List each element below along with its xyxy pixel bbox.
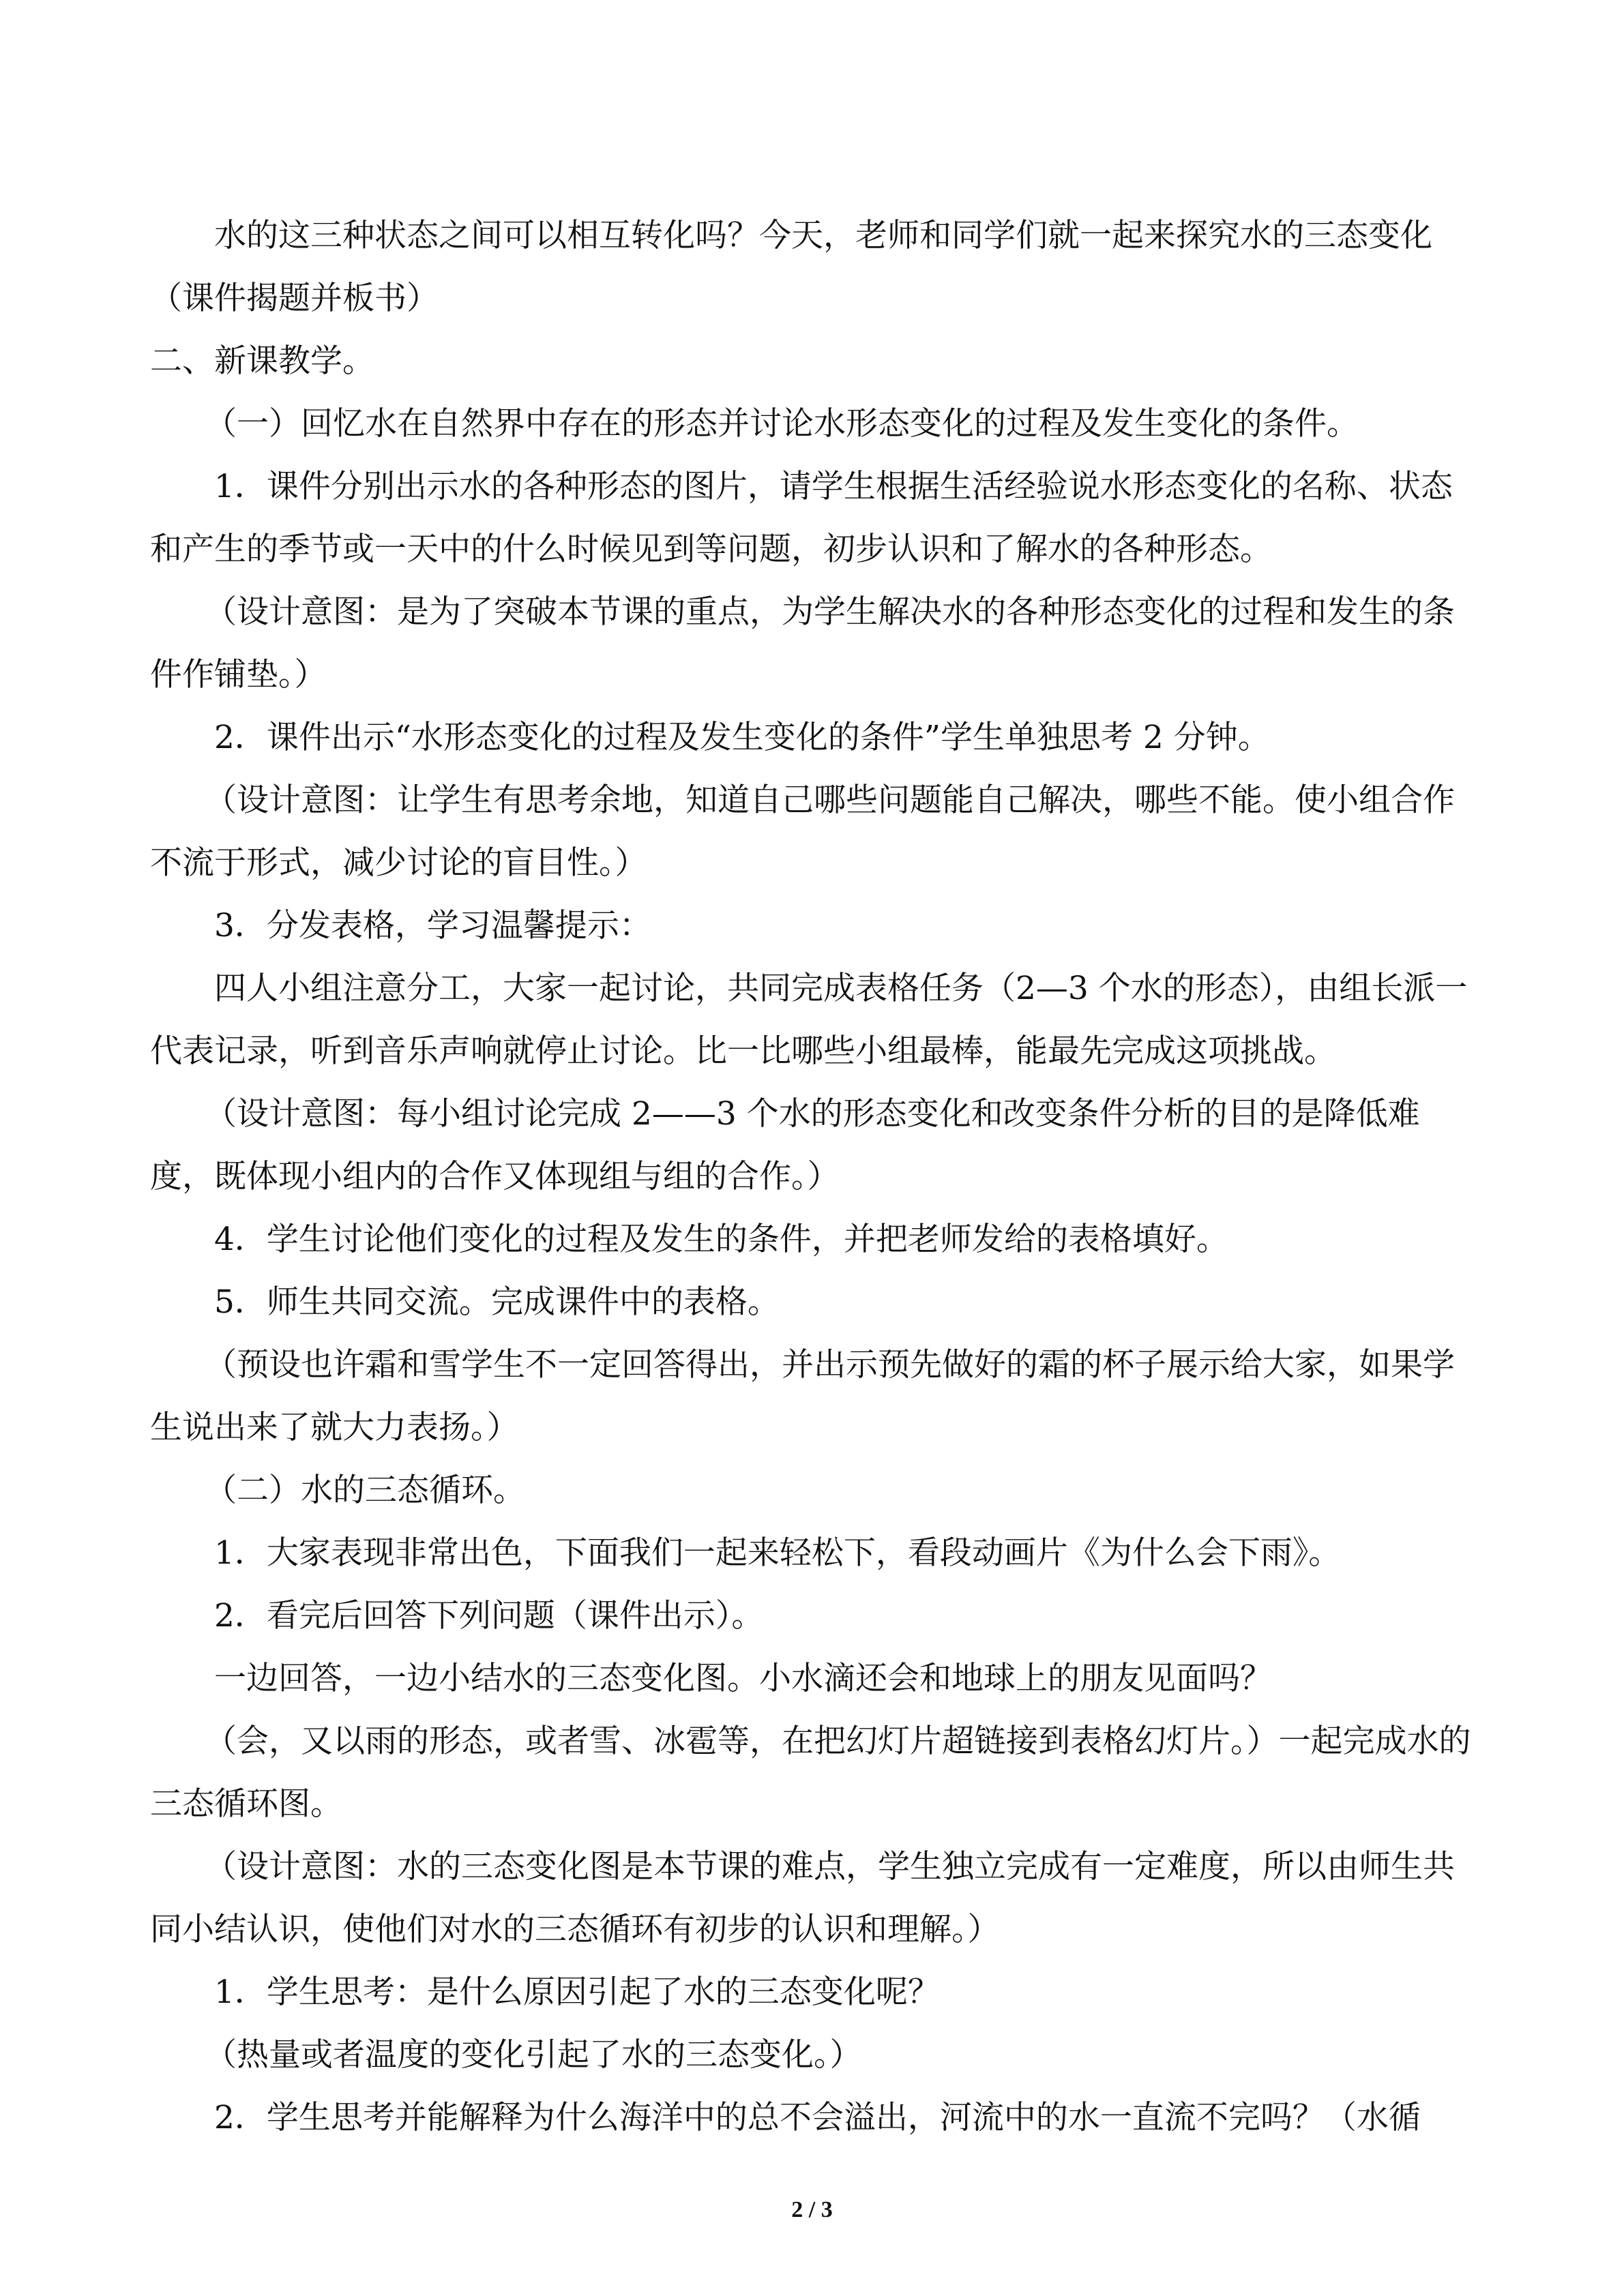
paragraph-preset-note: （预设也许霜和雪学生不一定回答得出，并出示预先做好的霜的杯子展示给大家，如果学生说出来了就大力表扬。） bbox=[150, 1346, 1455, 1446]
paragraph-step-1: 1．课件分别出示水的各种形态的图片，请学生根据生活经验说水形态变化的名称、状态和产生的季节或一天中的什么时候见到等问题，初步认识和了解水的各种形态。 bbox=[150, 468, 1453, 568]
paragraph-design-intent-2: （设计意图：让学生有思考余地，知道自己哪些问题能自己解决，哪些不能。使小组合作不流于形式，减少讨论的盲目性。） bbox=[150, 781, 1455, 882]
subsection-heading-water-cycle: （二）水的三态循环。 bbox=[205, 1472, 525, 1509]
paragraph-intro: 水的这三种状态之间可以相互转化吗？今天，老师和同学们就一起来探究水的三态变化（课件揭题并板书） bbox=[150, 217, 1432, 317]
paragraph-answer-note: （会，又以雨的形态，或者雪、冰雹等，在把幻灯片超链接到表格幻灯片。）一起完成水的三态循环图。 bbox=[150, 1723, 1471, 1823]
document-body bbox=[150, 205, 1473, 2149]
section-heading-new-lesson: 二、新课教学。 bbox=[150, 342, 374, 380]
paragraph-think-1-answer: （热量或者温度的变化引起了水的三态变化。） bbox=[205, 2036, 862, 2074]
paragraph-design-intent-1: （设计意图：是为了突破本节课的重点，为学生解决水的各种形态变化的过程和发生的条件作铺垫。） bbox=[150, 593, 1455, 694]
paragraph-cycle-step-1: 1．大家表现非常出色，下面我们一起来轻松下，看段动画片《为什么会下雨》。 bbox=[214, 1534, 1341, 1572]
paragraph-think-1: 1．学生思考：是什么原因引起了水的三态变化呢？ bbox=[214, 1973, 940, 2011]
page-number: 2 / 3 bbox=[791, 2197, 833, 2222]
paragraph-think-2: 2．学生思考并能解释为什么海洋中的总不会溢出，河流中的水一直流不完吗？（水循 bbox=[214, 2099, 1421, 2136]
paragraph-design-intent-4: （设计意图：水的三态变化图是本节课的难点，学生独立完成有一定难度，所以由师生共同小结认识，使他们对水的三态循环有初步的认识和理解。） bbox=[150, 1848, 1455, 1948]
paragraph-group-tips: 四人小组注意分工，大家一起讨论，共同完成表格任务（2—3 个水的形态），由组长派一代表记录，听到音乐声响就停止讨论。比一比哪些小组最棒，能最先完成这项挑战。 bbox=[150, 970, 1468, 1070]
paragraph-step-2: 2．课件出示“水形态变化的过程及发生变化的条件”学生单独思考 2 分钟。 bbox=[214, 719, 1270, 756]
subsection-heading-water-forms: （一）回忆水在自然界中存在的形态并讨论水形态变化的过程及发生变化的条件。 bbox=[205, 405, 1359, 443]
paragraph-cycle-step-2: 2．看完后回答下列问题（课件出示）。 bbox=[214, 1597, 764, 1635]
paragraph-step-4: 4．学生讨论他们变化的过程及发生的条件，并把老师发给的表格填好。 bbox=[214, 1221, 1228, 1258]
paragraph-design-intent-3: （设计意图：每小组讨论完成 2——3 个水的形态变化和改变条件分析的目的是降低难度，既体现小组内的合作又体现组与组的合作。） bbox=[150, 1095, 1420, 1195]
paragraph-step-3: 3．分发表格，学习温馨提示： bbox=[214, 907, 651, 944]
paragraph-summary: 一边回答，一边小结水的三态变化图。小水滴还会和地球上的朋友见面吗？ bbox=[214, 1660, 1272, 1697]
paragraph-step-5: 5．师生共同交流。完成课件中的表格。 bbox=[214, 1283, 780, 1321]
